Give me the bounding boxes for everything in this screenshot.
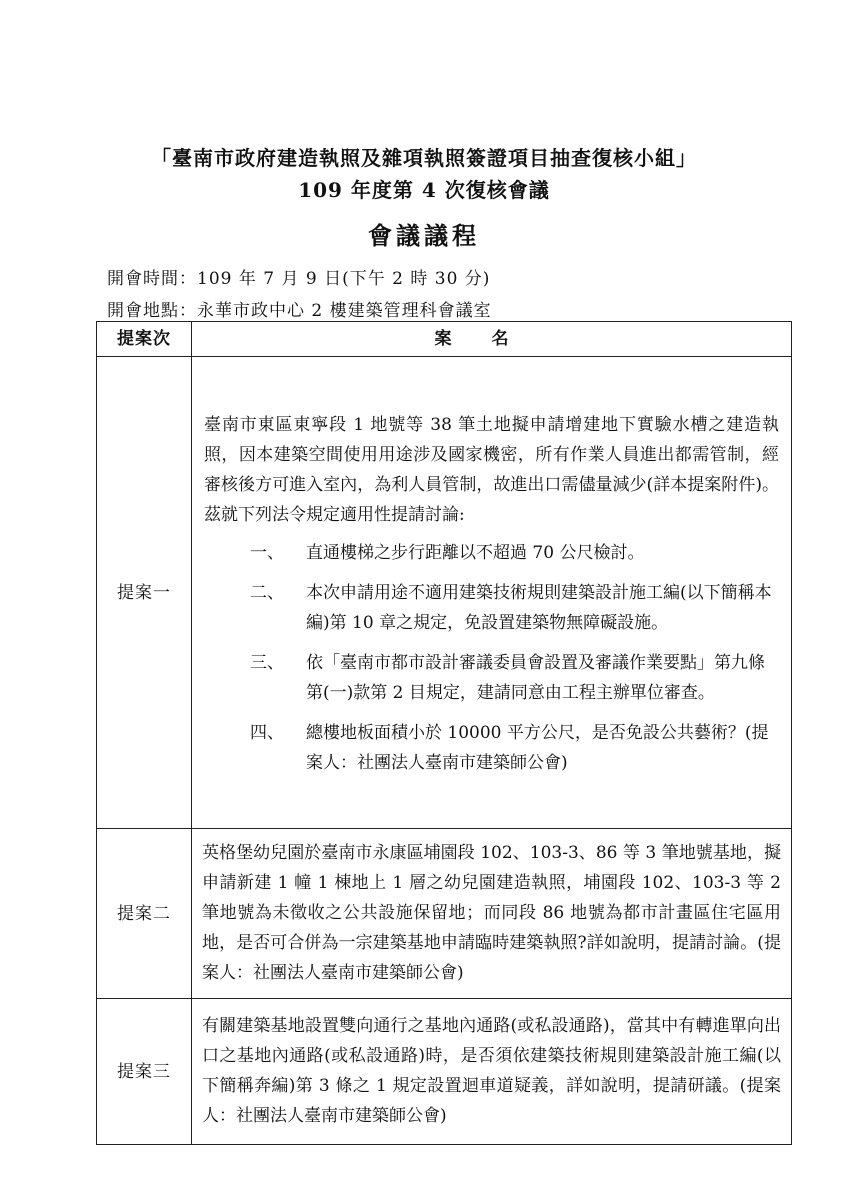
table-row <box>97 357 792 829</box>
proposal-intro: 臺南市東區東寧段 1 地號等 38 筆土地擬申請增建地下實驗水槽之建造執照，因本建築空間使用用途涉及國家機密，所有作業人員進出都需管制，經審核後方可進入室內，為利人員管制，故進出口需儘量減少(詳本提案附件)。茲就下列法令規定適用性提請討論: <box>204 414 779 525</box>
table-row <box>97 829 792 999</box>
proposal-label: 提案三 <box>97 999 192 1145</box>
column-header-proposal: 提案次 <box>97 322 192 357</box>
column-header-case-name: 案名 <box>192 322 792 357</box>
proposal-content <box>192 357 792 829</box>
agenda-heading: 會議議程 <box>368 221 480 250</box>
meeting-time: 開會時間：109 年 7 月 9 日(下午 2 時 30 分) <box>107 269 491 289</box>
proposal-text: 有關建築基地設置雙向通行之基地內通路(或私設通路)，當其中有轉進單向出口之基地內通路(或私設通路)時，是否須依建築技術規則建築設計施工編(以下簡稱奔編)第 3 條之 1 規定設置迴車道疑義，詳如說明，提請研議。(提案人：社團法人臺南市建築師公會) <box>202 1015 781 1126</box>
proposal-content <box>192 999 792 1145</box>
list-item: 一、 直通樓梯之步行距離以不超過 70 公尺檢討。 <box>250 542 645 563</box>
list-item: 四、 總樓地板面積小於 10000 平方公尺，是否免設公共藝術？(提案人：社團法人臺南市建築師公會) <box>250 722 769 773</box>
proposal-label: 提案二 <box>97 829 192 999</box>
document-subtitle: 109 年度第 4 次復核會議 <box>298 178 550 202</box>
list-item: 二、 本次申請用途不適用建築技術規則建築設計施工編(以下簡稱本編)第 10 章之規定，免設置建築物無障礙設施。 <box>250 582 772 633</box>
proposal-text: 英格堡幼兒園於臺南市永康區埔園段 102、103-3、86 等 3 筆地號基地，擬申請新建 1 幢 1 棟地上 1 層之幼兒園建造執照，埔園段 102、103-3 等 2 筆地號為未徵收之公共設施保留地；而同段 86 地號為都市計畫區住宅區用地，是否可合併為一宗建築基地申請臨時建築執照?詳如說明，提請討論。(提案人：社團法人臺南市建築師公會) <box>202 842 781 983</box>
list-item: 三、 依「臺南市都市設計審議委員會設置及審議作業要點」第九條第(一)款第 2 目規定，建請同意由工程主辦單位審查。 <box>250 652 765 703</box>
table-header-row <box>97 322 792 357</box>
proposal-content <box>192 829 792 999</box>
meeting-place: 開會地點：永華市政中心 2 樓建築管理科會議室 <box>107 301 492 321</box>
document-title: 「臺南市政府建造執照及雜項執照簽證項目抽查復核小組」 <box>151 146 697 170</box>
proposal-label: 提案一 <box>97 357 192 829</box>
proposal-item-list <box>204 538 779 778</box>
table-row <box>97 999 792 1145</box>
agenda-table <box>96 321 792 1145</box>
